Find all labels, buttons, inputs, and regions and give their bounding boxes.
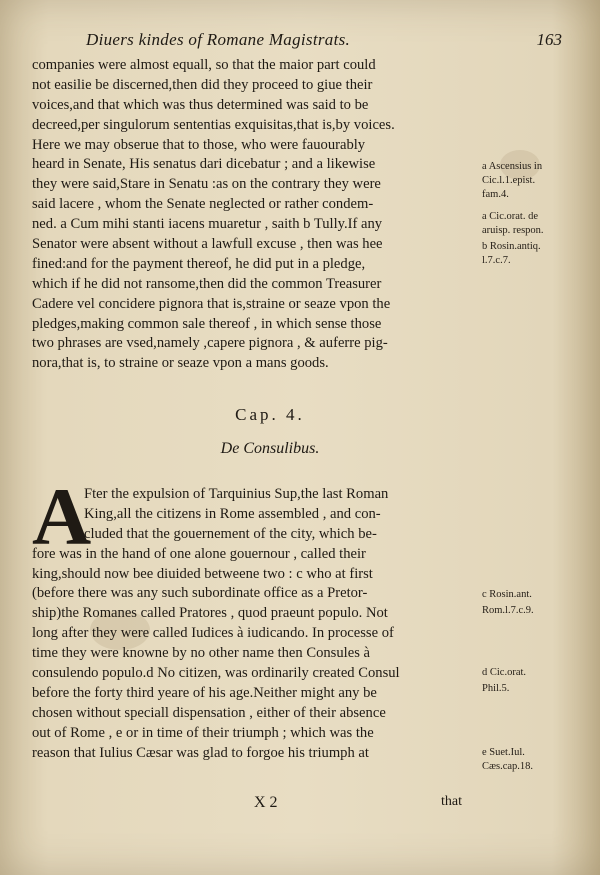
text-line: Fter the expulsion of Tarquinius Sup,the last Roman xyxy=(84,486,389,502)
text-line: pledges,making common sale thereof , in which sense those xyxy=(32,315,382,332)
margin-note: l.7.c.7. xyxy=(482,255,511,266)
text-line: fined:and for the payment thereof, he did put in a pledge, xyxy=(32,255,366,272)
text-line: King,all the citizens in Rome assembled , and con- xyxy=(84,505,381,522)
text-line: which if he did not ransome,then did the common Treasurer xyxy=(32,275,382,292)
margin-note: Rom.l.7.c.9. xyxy=(482,605,534,616)
text-line: fore was in the hand of one alone gouernour , called their xyxy=(32,545,366,562)
drop-cap: A xyxy=(32,471,92,562)
text-line: ship)the Romanes called Pratores , quod praeunt populo. Not xyxy=(32,605,388,622)
text-line: long after they were called Iudices à iudicando. In processe of xyxy=(32,625,394,642)
text-line: Cadere vel concidere pignora that is,straine or seaze vpon the xyxy=(32,295,391,312)
text-line: (before there was any such subordinate office as a Pretor- xyxy=(32,585,368,602)
text-line: Here we may obserue that to those, who were fauourably xyxy=(32,136,366,153)
text-line: time they were knowne by no other name then Consules à xyxy=(32,645,371,662)
text-line: they were said,Stare in Senatu :as on the contrary they were xyxy=(32,176,381,193)
body-text-bottom xyxy=(32,485,472,763)
text-line: said lacere , whom the Senate neglected or rather condem- xyxy=(32,196,374,213)
text-line: reason that Iulius Cæsar was glad to forgoe his triumph at xyxy=(32,744,369,761)
margin-notes-bottom xyxy=(482,560,592,800)
margin-note: c Rosin.ant. xyxy=(482,589,532,600)
signature-mark: X 2 xyxy=(254,794,278,811)
text-line: voices,and that which was thus determined was said to be xyxy=(32,96,369,113)
margin-note: aruisp. respon. xyxy=(482,225,544,236)
text-line: companies were almost equall, so that the maior part could xyxy=(32,57,376,73)
margin-note: Cic.l.1.epist. xyxy=(482,175,536,186)
margin-note: d Cic.orat. xyxy=(482,667,527,678)
text-line: nora,that is, to straine or seaze vpon a mans goods. xyxy=(32,355,329,372)
chapter-heading: Cap. 4. xyxy=(235,405,305,424)
text-line: king,should now bee diuided betweene two : c who at first xyxy=(32,565,373,582)
catchword: that xyxy=(441,794,462,809)
body-text-top xyxy=(32,56,472,374)
text-line: heard in Senate, His senatus dari dicebatur ; and a likewise xyxy=(32,156,376,173)
text-line: not easilie be discerned,then did they proceed to giue their xyxy=(32,76,373,93)
margin-note: a Cic.orat. de xyxy=(482,211,538,222)
text-line: two phrases are vsed,namely ,capere pignora , & auferre pig- xyxy=(32,335,388,352)
text-line: chosen without speciall dispensation , either of their absence xyxy=(32,704,386,721)
margin-note: fam.4. xyxy=(482,189,509,200)
page-header xyxy=(86,30,562,54)
text-line: ned. a Cum mihi stanti iacens muaretur , saith b Tully.If any xyxy=(32,216,383,233)
running-title: Diuers kindes of Romane Magistrats. xyxy=(86,30,351,49)
text-line: Senator were absent without a lawfull excuse , then was hee xyxy=(32,236,383,253)
margin-notes-top xyxy=(482,160,592,310)
margin-note: a Ascensius in xyxy=(482,161,543,172)
text-line: decreed,per singulorum sententias exquisitas,that is,by voices. xyxy=(32,116,395,133)
text-line: before the forty third yeare of his age.Neither might any be xyxy=(32,684,377,701)
text-line: out of Rome , e or in time of their triumph ; which was the xyxy=(32,724,374,741)
margin-note: b Rosin.antiq. xyxy=(482,241,541,252)
section-title: De Consulibus. xyxy=(220,440,320,457)
margin-note: Cæs.cap.18. xyxy=(482,761,534,772)
page-number: 163 xyxy=(536,30,562,49)
text-line: cluded that the gouernement of the city, which be- xyxy=(84,525,377,542)
margin-note: e Suet.Iul. xyxy=(482,747,525,758)
margin-note: Phil.5. xyxy=(482,683,510,694)
text-line: consulendo populo.d No citizen, was ordinarily created Consul xyxy=(32,665,400,682)
